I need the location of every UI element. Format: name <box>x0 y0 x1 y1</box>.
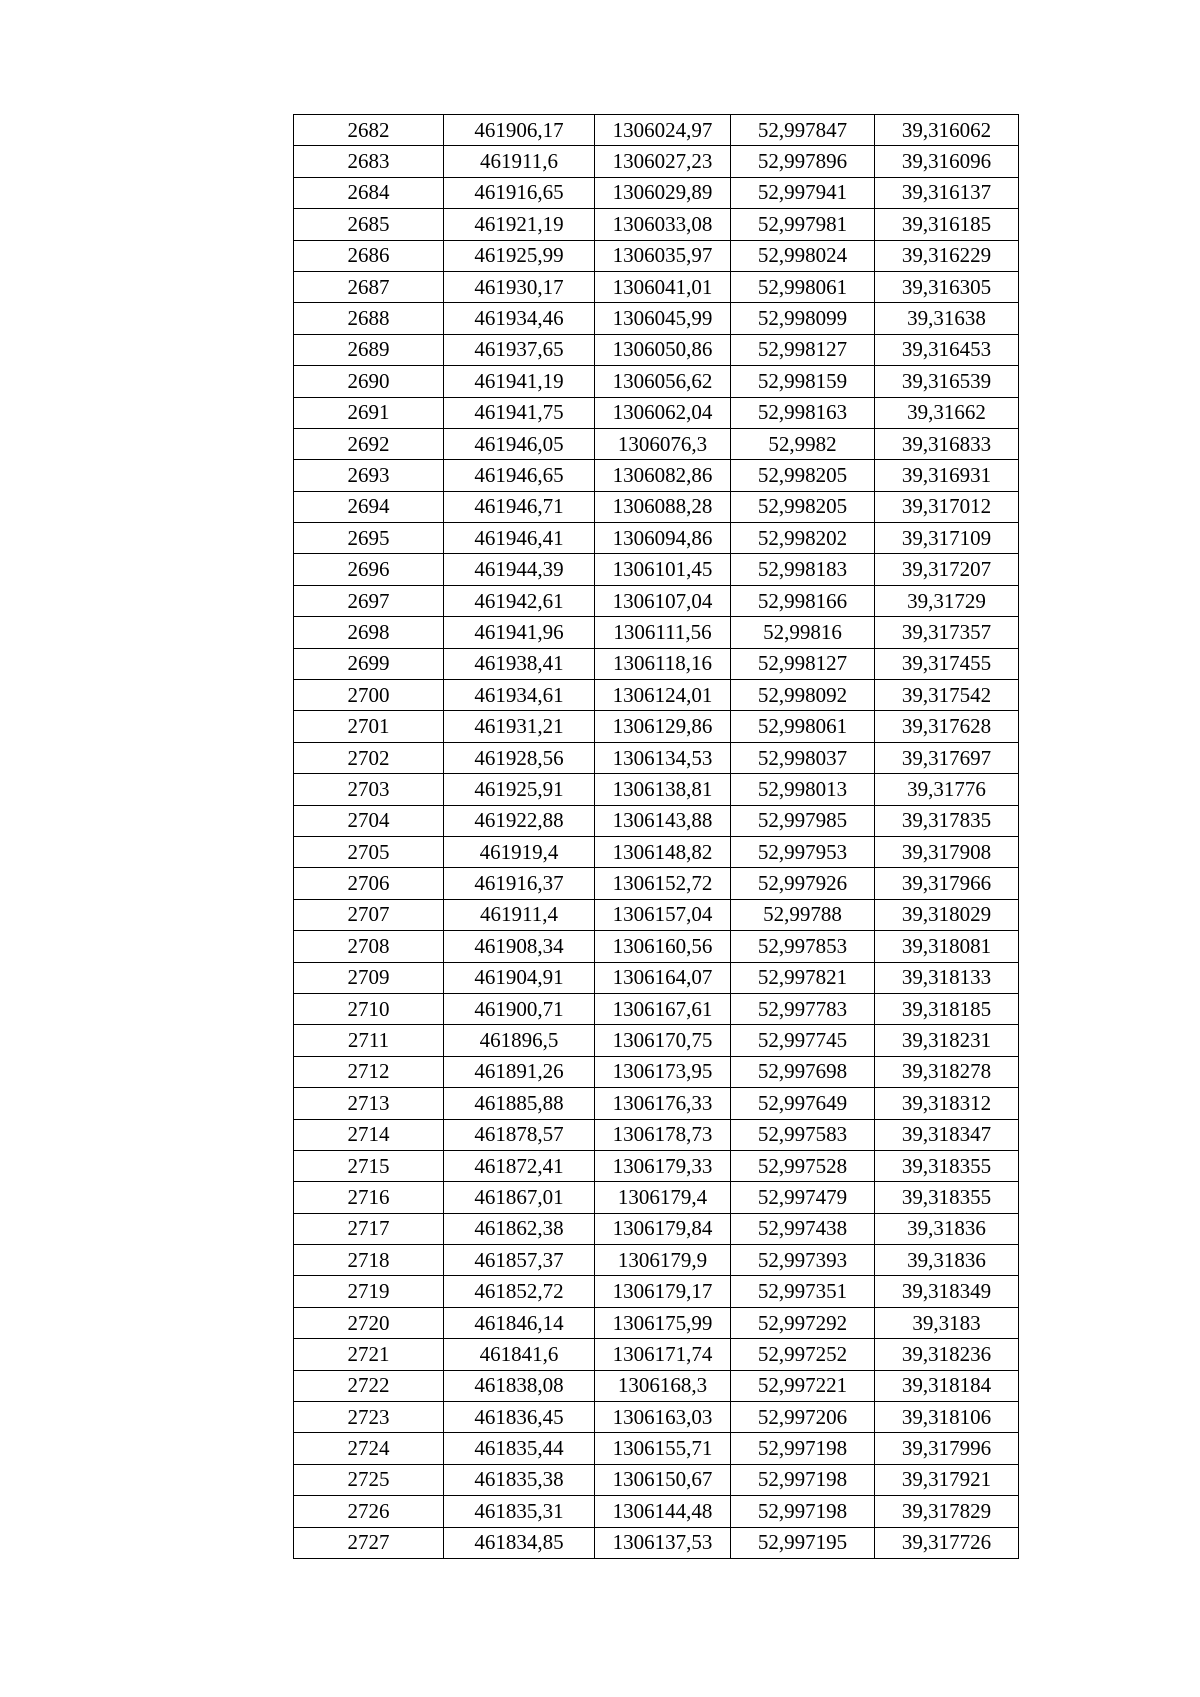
latitude-cell: 52,997953 <box>731 836 875 867</box>
longitude-cell: 39,317697 <box>875 742 1019 773</box>
table-row <box>294 648 1019 679</box>
point-number-cell: 2698 <box>294 617 444 648</box>
table-row <box>294 742 1019 773</box>
x-coordinate-cell: 461862,38 <box>444 1213 595 1244</box>
longitude-cell: 39,317455 <box>875 648 1019 679</box>
longitude-cell: 39,317921 <box>875 1464 1019 1495</box>
y-coordinate-cell: 1306164,07 <box>595 962 731 993</box>
y-coordinate-cell: 1306179,17 <box>595 1276 731 1307</box>
table-row <box>294 1119 1019 1150</box>
y-coordinate-cell: 1306150,67 <box>595 1464 731 1495</box>
latitude-cell: 52,997896 <box>731 146 875 177</box>
table-row <box>294 868 1019 899</box>
table-row <box>294 711 1019 742</box>
latitude-cell: 52,997528 <box>731 1150 875 1181</box>
point-number-cell: 2692 <box>294 428 444 459</box>
y-coordinate-cell: 1306171,74 <box>595 1339 731 1370</box>
y-coordinate-cell: 1306179,9 <box>595 1245 731 1276</box>
latitude-cell: 52,998183 <box>731 554 875 585</box>
longitude-cell: 39,318185 <box>875 993 1019 1024</box>
point-number-cell: 2704 <box>294 805 444 836</box>
latitude-cell: 52,997479 <box>731 1182 875 1213</box>
x-coordinate-cell: 461852,72 <box>444 1276 595 1307</box>
longitude-cell: 39,318278 <box>875 1056 1019 1087</box>
latitude-cell: 52,997981 <box>731 209 875 240</box>
table-row <box>294 1150 1019 1181</box>
longitude-cell: 39,317829 <box>875 1496 1019 1527</box>
table-row <box>294 554 1019 585</box>
longitude-cell: 39,317628 <box>875 711 1019 742</box>
x-coordinate-cell: 461911,6 <box>444 146 595 177</box>
point-number-cell: 2684 <box>294 177 444 208</box>
y-coordinate-cell: 1306160,56 <box>595 931 731 962</box>
table-row <box>294 523 1019 554</box>
point-number-cell: 2707 <box>294 899 444 930</box>
table-row <box>294 931 1019 962</box>
latitude-cell: 52,997847 <box>731 115 875 146</box>
longitude-cell: 39,316096 <box>875 146 1019 177</box>
y-coordinate-cell: 1306024,97 <box>595 115 731 146</box>
latitude-cell: 52,997985 <box>731 805 875 836</box>
table-row <box>294 491 1019 522</box>
x-coordinate-cell: 461919,4 <box>444 836 595 867</box>
y-coordinate-cell: 1306088,28 <box>595 491 731 522</box>
x-coordinate-cell: 461838,08 <box>444 1370 595 1401</box>
x-coordinate-cell: 461835,38 <box>444 1464 595 1495</box>
latitude-cell: 52,998013 <box>731 774 875 805</box>
point-number-cell: 2709 <box>294 962 444 993</box>
y-coordinate-cell: 1306050,86 <box>595 334 731 365</box>
latitude-cell: 52,997198 <box>731 1433 875 1464</box>
latitude-cell: 52,99788 <box>731 899 875 930</box>
point-number-cell: 2717 <box>294 1213 444 1244</box>
table-row <box>294 1402 1019 1433</box>
x-coordinate-cell: 461937,65 <box>444 334 595 365</box>
latitude-cell: 52,997438 <box>731 1213 875 1244</box>
x-coordinate-cell: 461836,45 <box>444 1402 595 1433</box>
point-number-cell: 2719 <box>294 1276 444 1307</box>
latitude-cell: 52,998159 <box>731 366 875 397</box>
point-number-cell: 2701 <box>294 711 444 742</box>
longitude-cell: 39,316185 <box>875 209 1019 240</box>
y-coordinate-cell: 1306178,73 <box>595 1119 731 1150</box>
x-coordinate-cell: 461921,19 <box>444 209 595 240</box>
longitude-cell: 39,317207 <box>875 554 1019 585</box>
x-coordinate-cell: 461878,57 <box>444 1119 595 1150</box>
point-number-cell: 2691 <box>294 397 444 428</box>
x-coordinate-cell: 461928,56 <box>444 742 595 773</box>
latitude-cell: 52,997783 <box>731 993 875 1024</box>
table-row <box>294 1213 1019 1244</box>
y-coordinate-cell: 1306027,23 <box>595 146 731 177</box>
x-coordinate-cell: 461835,31 <box>444 1496 595 1527</box>
latitude-cell: 52,997292 <box>731 1307 875 1338</box>
table-row <box>294 680 1019 711</box>
point-number-cell: 2712 <box>294 1056 444 1087</box>
y-coordinate-cell: 1306041,01 <box>595 271 731 302</box>
table-row <box>294 617 1019 648</box>
latitude-cell: 52,997206 <box>731 1402 875 1433</box>
table-row <box>294 1088 1019 1119</box>
x-coordinate-cell: 461946,41 <box>444 523 595 554</box>
y-coordinate-cell: 1306137,53 <box>595 1527 731 1558</box>
y-coordinate-cell: 1306111,56 <box>595 617 731 648</box>
y-coordinate-cell: 1306134,53 <box>595 742 731 773</box>
table-row <box>294 1307 1019 1338</box>
latitude-cell: 52,998061 <box>731 271 875 302</box>
y-coordinate-cell: 1306101,45 <box>595 554 731 585</box>
table-row <box>294 585 1019 616</box>
table-row <box>294 1025 1019 1056</box>
table-row <box>294 1182 1019 1213</box>
latitude-cell: 52,997221 <box>731 1370 875 1401</box>
y-coordinate-cell: 1306163,03 <box>595 1402 731 1433</box>
point-number-cell: 2702 <box>294 742 444 773</box>
point-number-cell: 2694 <box>294 491 444 522</box>
x-coordinate-cell: 461925,99 <box>444 240 595 271</box>
y-coordinate-cell: 1306082,86 <box>595 460 731 491</box>
longitude-cell: 39,3183 <box>875 1307 1019 1338</box>
latitude-cell: 52,998061 <box>731 711 875 742</box>
longitude-cell: 39,318029 <box>875 899 1019 930</box>
point-number-cell: 2710 <box>294 993 444 1024</box>
y-coordinate-cell: 1306176,33 <box>595 1088 731 1119</box>
point-number-cell: 2689 <box>294 334 444 365</box>
y-coordinate-cell: 1306143,88 <box>595 805 731 836</box>
x-coordinate-cell: 461946,71 <box>444 491 595 522</box>
longitude-cell: 39,318231 <box>875 1025 1019 1056</box>
longitude-cell: 39,317835 <box>875 805 1019 836</box>
y-coordinate-cell: 1306033,08 <box>595 209 731 240</box>
x-coordinate-cell: 461916,65 <box>444 177 595 208</box>
latitude-cell: 52,997926 <box>731 868 875 899</box>
y-coordinate-cell: 1306045,99 <box>595 303 731 334</box>
longitude-cell: 39,31836 <box>875 1245 1019 1276</box>
x-coordinate-cell: 461938,41 <box>444 648 595 679</box>
longitude-cell: 39,31836 <box>875 1213 1019 1244</box>
y-coordinate-cell: 1306029,89 <box>595 177 731 208</box>
point-number-cell: 2687 <box>294 271 444 302</box>
table-row <box>294 1433 1019 1464</box>
point-number-cell: 2699 <box>294 648 444 679</box>
table-row <box>294 774 1019 805</box>
table-row <box>294 397 1019 428</box>
table-row <box>294 899 1019 930</box>
latitude-cell: 52,997351 <box>731 1276 875 1307</box>
longitude-cell: 39,318347 <box>875 1119 1019 1150</box>
longitude-cell: 39,317542 <box>875 680 1019 711</box>
x-coordinate-cell: 461841,6 <box>444 1339 595 1370</box>
table-row <box>294 836 1019 867</box>
latitude-cell: 52,998205 <box>731 460 875 491</box>
latitude-cell: 52,998163 <box>731 397 875 428</box>
longitude-cell: 39,317966 <box>875 868 1019 899</box>
y-coordinate-cell: 1306157,04 <box>595 899 731 930</box>
table-row <box>294 271 1019 302</box>
longitude-cell: 39,318106 <box>875 1402 1019 1433</box>
y-coordinate-cell: 1306179,33 <box>595 1150 731 1181</box>
point-number-cell: 2695 <box>294 523 444 554</box>
longitude-cell: 39,31662 <box>875 397 1019 428</box>
latitude-cell: 52,998127 <box>731 334 875 365</box>
x-coordinate-cell: 461872,41 <box>444 1150 595 1181</box>
x-coordinate-cell: 461885,88 <box>444 1088 595 1119</box>
table-row <box>294 115 1019 146</box>
point-number-cell: 2725 <box>294 1464 444 1495</box>
point-number-cell: 2690 <box>294 366 444 397</box>
latitude-cell: 52,998037 <box>731 742 875 773</box>
table-row <box>294 1464 1019 1495</box>
table-row <box>294 1276 1019 1307</box>
latitude-cell: 52,998099 <box>731 303 875 334</box>
x-coordinate-cell: 461896,5 <box>444 1025 595 1056</box>
y-coordinate-cell: 1306170,75 <box>595 1025 731 1056</box>
y-coordinate-cell: 1306152,72 <box>595 868 731 899</box>
longitude-cell: 39,317908 <box>875 836 1019 867</box>
x-coordinate-cell: 461942,61 <box>444 585 595 616</box>
latitude-cell: 52,997198 <box>731 1496 875 1527</box>
y-coordinate-cell: 1306107,04 <box>595 585 731 616</box>
point-number-cell: 2726 <box>294 1496 444 1527</box>
point-number-cell: 2693 <box>294 460 444 491</box>
table-row <box>294 209 1019 240</box>
table-row <box>294 366 1019 397</box>
x-coordinate-cell: 461946,65 <box>444 460 595 491</box>
y-coordinate-cell: 1306167,61 <box>595 993 731 1024</box>
latitude-cell: 52,998205 <box>731 491 875 522</box>
point-number-cell: 2682 <box>294 115 444 146</box>
x-coordinate-cell: 461904,91 <box>444 962 595 993</box>
point-number-cell: 2722 <box>294 1370 444 1401</box>
x-coordinate-cell: 461941,75 <box>444 397 595 428</box>
point-number-cell: 2696 <box>294 554 444 585</box>
longitude-cell: 39,317012 <box>875 491 1019 522</box>
table-row <box>294 1496 1019 1527</box>
table-row <box>294 962 1019 993</box>
y-coordinate-cell: 1306168,3 <box>595 1370 731 1401</box>
point-number-cell: 2708 <box>294 931 444 962</box>
point-number-cell: 2686 <box>294 240 444 271</box>
point-number-cell: 2688 <box>294 303 444 334</box>
table-row <box>294 240 1019 271</box>
y-coordinate-cell: 1306155,71 <box>595 1433 731 1464</box>
table-row <box>294 805 1019 836</box>
y-coordinate-cell: 1306138,81 <box>595 774 731 805</box>
y-coordinate-cell: 1306124,01 <box>595 680 731 711</box>
longitude-cell: 39,316833 <box>875 428 1019 459</box>
longitude-cell: 39,316539 <box>875 366 1019 397</box>
point-number-cell: 2685 <box>294 209 444 240</box>
y-coordinate-cell: 1306129,86 <box>595 711 731 742</box>
latitude-cell: 52,998092 <box>731 680 875 711</box>
point-number-cell: 2705 <box>294 836 444 867</box>
longitude-cell: 39,316305 <box>875 271 1019 302</box>
latitude-cell: 52,998127 <box>731 648 875 679</box>
point-number-cell: 2713 <box>294 1088 444 1119</box>
x-coordinate-cell: 461941,96 <box>444 617 595 648</box>
table-row <box>294 146 1019 177</box>
latitude-cell: 52,997941 <box>731 177 875 208</box>
latitude-cell: 52,997698 <box>731 1056 875 1087</box>
y-coordinate-cell: 1306175,99 <box>595 1307 731 1338</box>
point-number-cell: 2720 <box>294 1307 444 1338</box>
latitude-cell: 52,998024 <box>731 240 875 271</box>
longitude-cell: 39,316137 <box>875 177 1019 208</box>
x-coordinate-cell: 461931,21 <box>444 711 595 742</box>
x-coordinate-cell: 461834,85 <box>444 1527 595 1558</box>
table-row <box>294 177 1019 208</box>
y-coordinate-cell: 1306179,84 <box>595 1213 731 1244</box>
latitude-cell: 52,997853 <box>731 931 875 962</box>
table-row <box>294 334 1019 365</box>
x-coordinate-cell: 461946,05 <box>444 428 595 459</box>
table-row <box>294 1245 1019 1276</box>
y-coordinate-cell: 1306173,95 <box>595 1056 731 1087</box>
coordinates-table <box>293 114 1019 1559</box>
longitude-cell: 39,318355 <box>875 1150 1019 1181</box>
y-coordinate-cell: 1306056,62 <box>595 366 731 397</box>
point-number-cell: 2706 <box>294 868 444 899</box>
longitude-cell: 39,316062 <box>875 115 1019 146</box>
y-coordinate-cell: 1306179,4 <box>595 1182 731 1213</box>
point-number-cell: 2716 <box>294 1182 444 1213</box>
x-coordinate-cell: 461925,91 <box>444 774 595 805</box>
x-coordinate-cell: 461867,01 <box>444 1182 595 1213</box>
latitude-cell: 52,997649 <box>731 1088 875 1119</box>
x-coordinate-cell: 461930,17 <box>444 271 595 302</box>
latitude-cell: 52,998202 <box>731 523 875 554</box>
x-coordinate-cell: 461944,39 <box>444 554 595 585</box>
y-coordinate-cell: 1306148,82 <box>595 836 731 867</box>
table-row <box>294 460 1019 491</box>
x-coordinate-cell: 461916,37 <box>444 868 595 899</box>
longitude-cell: 39,318081 <box>875 931 1019 962</box>
latitude-cell: 52,997393 <box>731 1245 875 1276</box>
x-coordinate-cell: 461846,14 <box>444 1307 595 1338</box>
longitude-cell: 39,318184 <box>875 1370 1019 1401</box>
x-coordinate-cell: 461934,46 <box>444 303 595 334</box>
latitude-cell: 52,9982 <box>731 428 875 459</box>
table-row <box>294 1527 1019 1558</box>
x-coordinate-cell: 461835,44 <box>444 1433 595 1464</box>
longitude-cell: 39,31729 <box>875 585 1019 616</box>
longitude-cell: 39,318312 <box>875 1088 1019 1119</box>
x-coordinate-cell: 461911,4 <box>444 899 595 930</box>
latitude-cell: 52,998166 <box>731 585 875 616</box>
x-coordinate-cell: 461922,88 <box>444 805 595 836</box>
longitude-cell: 39,318236 <box>875 1339 1019 1370</box>
longitude-cell: 39,317996 <box>875 1433 1019 1464</box>
latitude-cell: 52,997195 <box>731 1527 875 1558</box>
point-number-cell: 2703 <box>294 774 444 805</box>
latitude-cell: 52,997252 <box>731 1339 875 1370</box>
latitude-cell: 52,99816 <box>731 617 875 648</box>
point-number-cell: 2700 <box>294 680 444 711</box>
x-coordinate-cell: 461906,17 <box>444 115 595 146</box>
point-number-cell: 2727 <box>294 1527 444 1558</box>
x-coordinate-cell: 461891,26 <box>444 1056 595 1087</box>
latitude-cell: 52,997198 <box>731 1464 875 1495</box>
longitude-cell: 39,316931 <box>875 460 1019 491</box>
y-coordinate-cell: 1306118,16 <box>595 648 731 679</box>
point-number-cell: 2683 <box>294 146 444 177</box>
y-coordinate-cell: 1306144,48 <box>595 1496 731 1527</box>
table-row <box>294 428 1019 459</box>
table-row <box>294 1056 1019 1087</box>
x-coordinate-cell: 461908,34 <box>444 931 595 962</box>
longitude-cell: 39,317726 <box>875 1527 1019 1558</box>
x-coordinate-cell: 461900,71 <box>444 993 595 1024</box>
y-coordinate-cell: 1306062,04 <box>595 397 731 428</box>
y-coordinate-cell: 1306094,86 <box>595 523 731 554</box>
point-number-cell: 2697 <box>294 585 444 616</box>
x-coordinate-cell: 461941,19 <box>444 366 595 397</box>
point-number-cell: 2724 <box>294 1433 444 1464</box>
longitude-cell: 39,317357 <box>875 617 1019 648</box>
y-coordinate-cell: 1306035,97 <box>595 240 731 271</box>
longitude-cell: 39,316453 <box>875 334 1019 365</box>
point-number-cell: 2711 <box>294 1025 444 1056</box>
table-row <box>294 303 1019 334</box>
longitude-cell: 39,31638 <box>875 303 1019 334</box>
table-row <box>294 1339 1019 1370</box>
coordinates-table-body <box>294 115 1019 1559</box>
x-coordinate-cell: 461857,37 <box>444 1245 595 1276</box>
table-row <box>294 1370 1019 1401</box>
longitude-cell: 39,318349 <box>875 1276 1019 1307</box>
point-number-cell: 2718 <box>294 1245 444 1276</box>
latitude-cell: 52,997745 <box>731 1025 875 1056</box>
latitude-cell: 52,997821 <box>731 962 875 993</box>
point-number-cell: 2714 <box>294 1119 444 1150</box>
longitude-cell: 39,318355 <box>875 1182 1019 1213</box>
latitude-cell: 52,997583 <box>731 1119 875 1150</box>
y-coordinate-cell: 1306076,3 <box>595 428 731 459</box>
point-number-cell: 2715 <box>294 1150 444 1181</box>
longitude-cell: 39,316229 <box>875 240 1019 271</box>
longitude-cell: 39,318133 <box>875 962 1019 993</box>
longitude-cell: 39,317109 <box>875 523 1019 554</box>
point-number-cell: 2721 <box>294 1339 444 1370</box>
longitude-cell: 39,31776 <box>875 774 1019 805</box>
x-coordinate-cell: 461934,61 <box>444 680 595 711</box>
table-row <box>294 993 1019 1024</box>
point-number-cell: 2723 <box>294 1402 444 1433</box>
